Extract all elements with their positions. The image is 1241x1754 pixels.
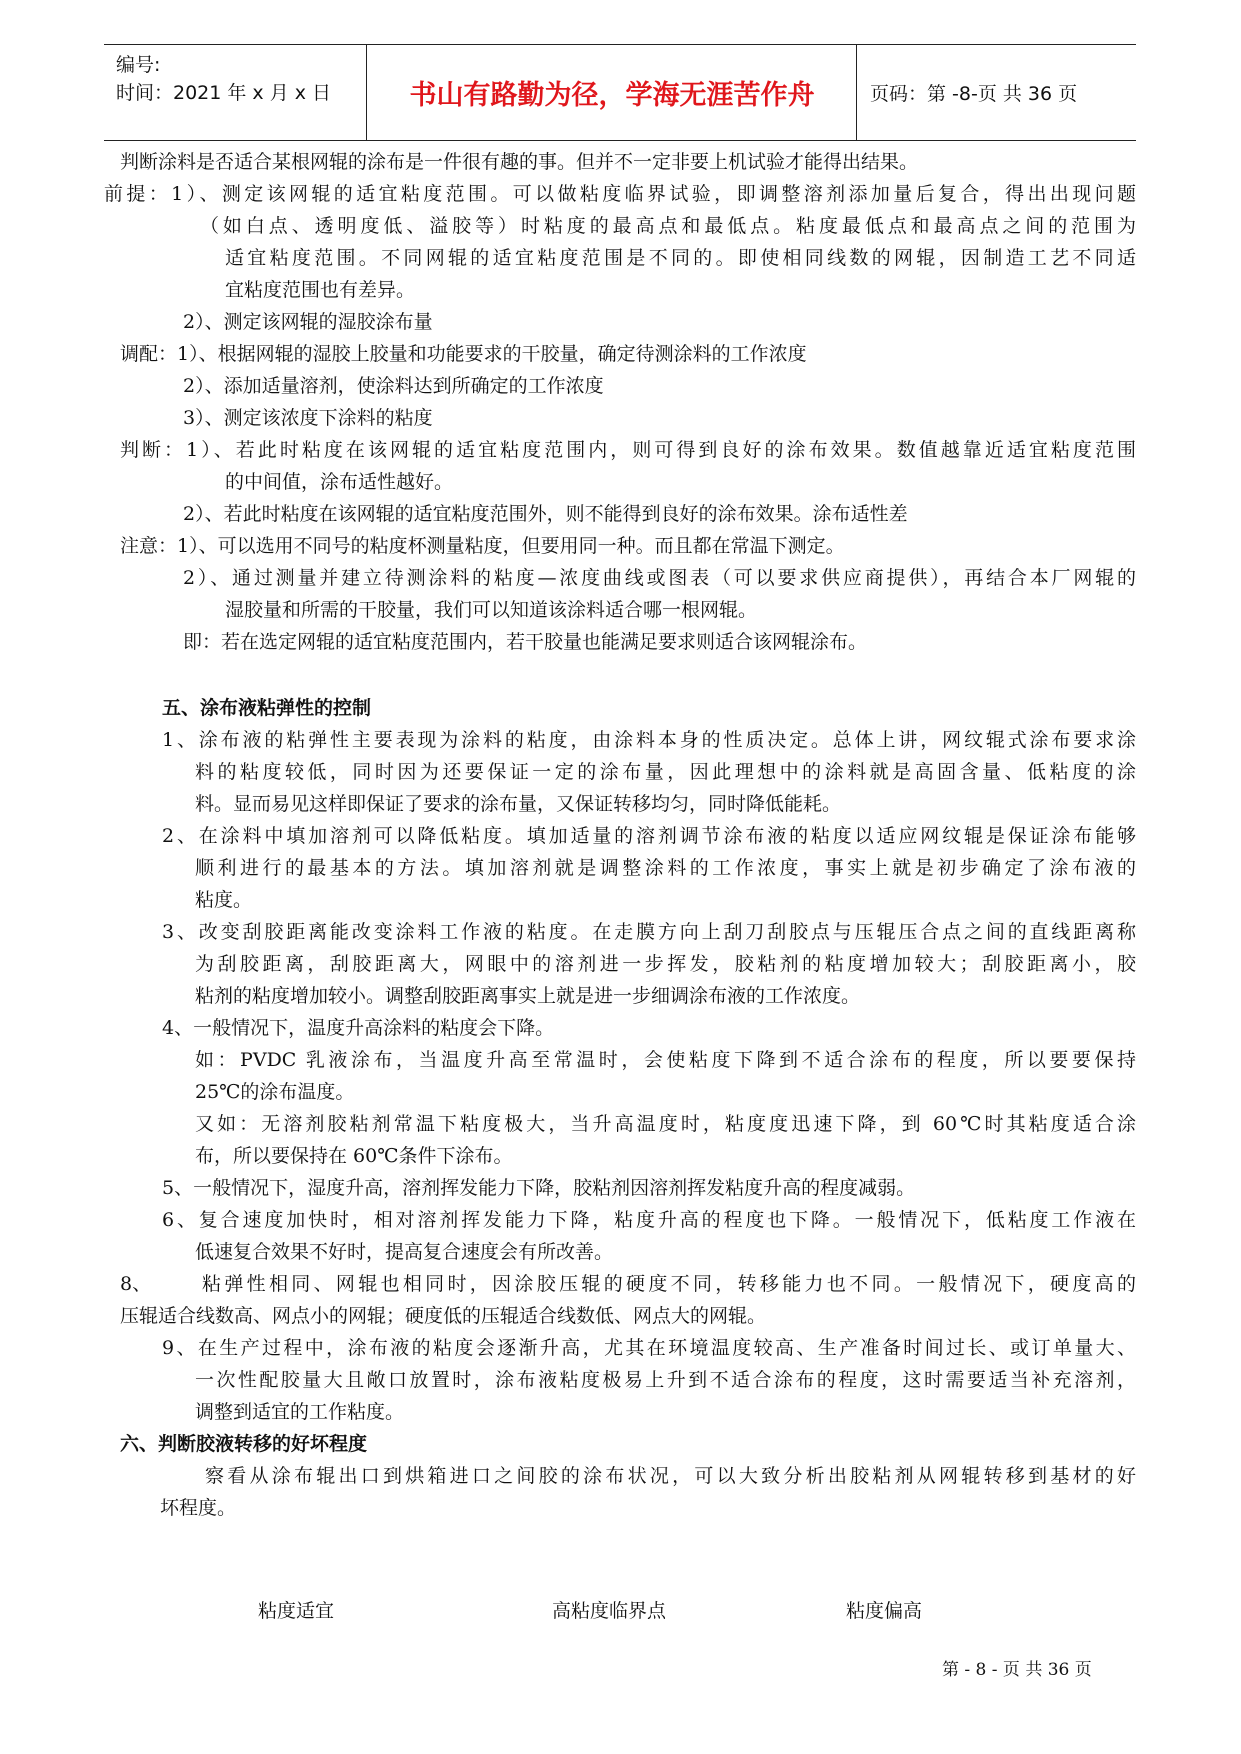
section-heading: 五、涂布液粘弹性的控制 [162,697,372,719]
paragraph-line: 即：若在选定网辊的适宜粘度范围内，若干胶量也能满足要求则适合该网辊涂布。 [183,631,868,653]
paragraph-line: 3、改变刮胶距离能改变涂料工作液的粘度。在走膜方向上刮刀刮胶点与压辊压合点之间的直线距离称 [162,921,1136,943]
paragraph-line: 调整到适宜的工作粘度。 [195,1401,405,1423]
paragraph-line: 湿胶量和所需的干胶量，我们可以知道该涂料适合哪一根网辊。 [225,599,758,621]
paragraph-line: 布，所以要保持在 60℃条件下涂布。 [195,1145,513,1167]
paragraph-line: 判断：1）、若此时粘度在该网辊的适宜粘度范围内，则可得到良好的涂布效果。数值越靠近适宜粘度范围 [120,439,1136,461]
paragraph-line: 压辊适合线数高、网点小的网辊；硬度低的压辊适合线数低、网点大的网辊。 [120,1305,767,1327]
header-divider [856,45,857,140]
paragraph-line: 2）、若此时粘度在该网辊的适宜粘度范围外，则不能得到良好的涂布效果。涂布适性差 [183,503,908,525]
paragraph-line: 9、在生产过程中，涂布液的粘度会逐渐升高，尤其在环境温度较高、生产准备时间过长、或订单量大、 [162,1337,1136,1359]
paragraph-line: 如：PVDC 乳液涂布，当温度升高至常温时，会使粘度下降到不适合涂布的程度，所以要要保持 [195,1049,1136,1071]
paragraph-line: 察看从涂布辊出口到烘箱进口之间胶的涂布状况，可以大致分析出胶粘剂从网辊转移到基材的好 [205,1465,1136,1487]
paragraph-line: 4、一般情况下，温度升高涂料的粘度会下降。 [162,1017,555,1039]
paragraph-line: 一次性配胶量大且敞口放置时，涂布液粘度极易上升到不适合涂布的程度，这时需要适当补充溶剂， [195,1369,1136,1391]
time-label: 时间：2021 年 x 月 x 日 [116,82,332,104]
paragraph-line: 2）、添加适量溶剂，使涂料达到所确定的工作浓度 [183,375,604,397]
page-footer: 第 - 8 - 页 共 36 页 [942,1660,1092,1680]
number-label: 编号: [116,54,161,76]
paragraph-line: 料的粘度较低，同时因为还要保证一定的涂布量，因此理想中的涂料就是高固含量、低粘度的涂 [195,761,1136,783]
paragraph-line: 25℃的涂布温度。 [195,1081,355,1103]
header-motto: 书山有路勤为径，学海无涯苦作舟 [409,80,815,111]
list-number: 8、 [120,1273,152,1295]
paragraph-line: 调配：1）、根据网辊的湿胶上胶量和功能要求的干胶量，确定待测涂料的工作浓度 [120,343,807,365]
page-header [104,44,1136,141]
paragraph-line: 3）、测定该浓度下涂料的粘度 [183,407,433,429]
paragraph-line: 粘剂的粘度增加较小。调整刮胶距离事实上就是进一步细调涂布液的工作浓度。 [195,985,861,1007]
paragraph-line: 2）、测定该网辊的湿胶涂布量 [183,311,433,333]
header-page-info: 页码：第 -8-页 共 36 页 [870,83,1078,105]
paragraph-line: 料。显而易见这样即保证了要求的涂布量，又保证转移均匀，同时降低能耗。 [195,793,842,815]
section-heading: 六、判断胶液转移的好坏程度 [120,1433,368,1455]
paragraph-line: 顺利进行的最基本的方法。填加溶剂就是调整涂料的工作浓度，事实上就是初步确定了涂布液的 [195,857,1136,879]
paragraph-line: 为刮胶距离，刮胶距离大，网眼中的溶剂进一步挥发，胶粘剂的粘度增加较大；刮胶距离小，胶 [195,953,1136,975]
paragraph-line: 粘弹性相同、网辊也相同时，因涂胶压辊的硬度不同，转移能力也不同。一般情况下，硬度高的 [202,1273,1136,1295]
paragraph-line: 粘度。 [195,889,253,911]
paragraph-line: 的中间值，涂布适性越好。 [225,471,454,493]
paragraph-line: 低速复合效果不好时，提高复合速度会有所改善。 [195,1241,614,1263]
paragraph-line: 宜粘度范围也有差异。 [225,279,416,301]
header-meta [116,51,356,107]
paragraph-line: （如白点、透明度低、溢胶等）时粘度的最高点和最低点。粘度最低点和最高点之间的范围为 [200,215,1136,237]
paragraph-line: 适宜粘度范围。不同网辊的适宜粘度范围是不同的。即使相同线数的网辊，因制造工艺不同适 [225,247,1136,269]
paragraph-line: 5、一般情况下，湿度升高，溶剂挥发能力下降，胶粘剂因溶剂挥发粘度升高的程度减弱。 [162,1177,916,1199]
paragraph-line: 坏程度。 [160,1497,237,1519]
figure-caption: 高粘度临界点 [552,1600,667,1622]
figure-caption: 粘度偏高 [846,1600,923,1622]
paragraph-line: 2、在涂料中填加溶剂可以降低粘度。填加适量的溶剂调节涂布液的粘度以适应网纹辊是保证涂布能够 [162,825,1136,847]
paragraph-line: 2）、通过测量并建立待测涂料的粘度—浓度曲线或图表（可以要求供应商提供），再结合本厂网辊的 [183,567,1136,589]
paragraph-line: 1、涂布液的粘弹性主要表现为涂料的粘度，由涂料本身的性质决定。总体上讲，网纹辊式涂布要求涂 [162,729,1136,751]
paragraph-line: 6、复合速度加快时，相对溶剂挥发能力下降，粘度升高的程度也下降。一般情况下，低粘度工作液在 [162,1209,1136,1231]
figure-caption: 粘度适宜 [258,1600,335,1622]
header-divider [366,45,367,140]
paragraph-line: 前提：1）、测定该网辊的适宜粘度范围。可以做粘度临界试验，即调整溶剂添加量后复合，得出出现问题 [104,183,1136,205]
paragraph-line: 注意：1）、可以选用不同号的粘度杯测量粘度，但要用同一种。而且都在常温下测定。 [120,535,845,557]
paragraph-line: 判断涂料是否适合某根网辊的涂布是一件很有趣的事。但并不一定非要上机试验才能得出结果。 [120,151,919,173]
paragraph-line: 又如：无溶剂胶粘剂常温下粘度极大，当升高温度时，粘度度迅速下降，到 60℃时其粘度适合涂 [195,1113,1136,1135]
